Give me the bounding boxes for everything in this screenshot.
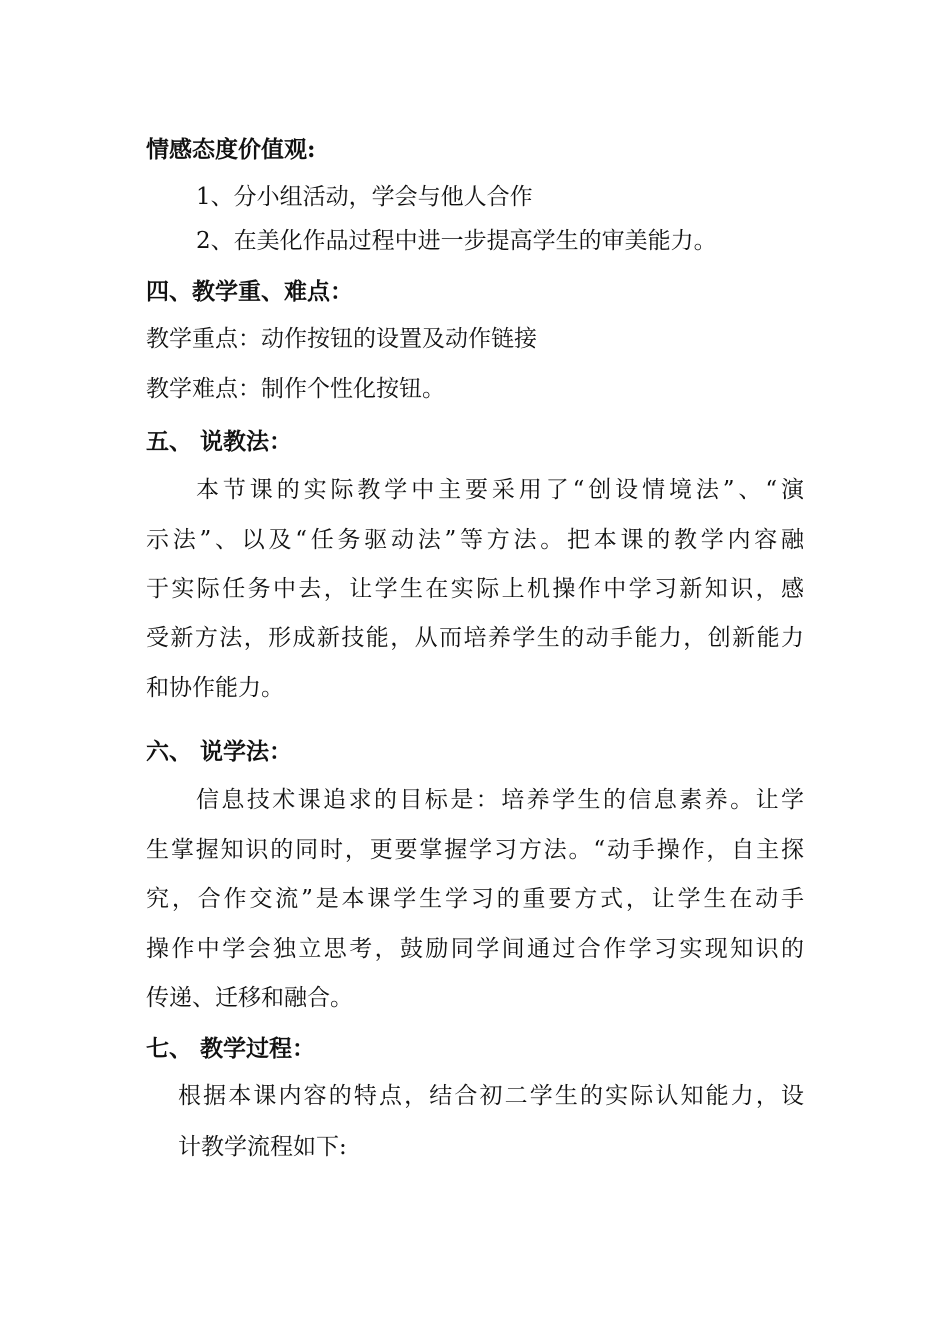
paragraph-line: 生掌握知识的同时，更要掌握学习方法。“动手操作，自主探 [146, 837, 804, 863]
paragraph-line: 教学难点：制作个性化按钮。 [146, 376, 445, 402]
paragraph-line: 本节课的实际教学中主要采用了“创设情境法”、“演 [196, 477, 804, 503]
paragraph-line: 示法”、以及“任务驱动法”等方法。把本课的教学内容融 [146, 527, 804, 553]
list-item: 2、在美化作品过程中进一步提高学生的审美能力。 [196, 228, 717, 254]
list-item: 1、分小组活动，学会与他人合作 [196, 184, 533, 210]
paragraph-line: 操作中学会独立思考，鼓励同学间通过合作学习实现知识的 [146, 936, 804, 962]
paragraph-line: 教学重点：动作按钮的设置及动作链接 [146, 326, 537, 352]
paragraph-line: 受新方法，形成新技能，从而培养学生的动手能力，创新能力 [146, 625, 804, 651]
paragraph-line: 于实际任务中去，让学生在实际上机操作中学习新知识，感 [146, 576, 804, 602]
paragraph-line: 究，合作交流”是本课学生学习的重要方式，让学生在动手 [146, 886, 804, 912]
heading-teaching-process: 七、 教学过程： [146, 1035, 316, 1062]
paragraph-line: 和协作能力。 [146, 675, 284, 701]
heading-learning-method: 六、 说学法： [146, 738, 293, 765]
heading-teaching-method: 五、 说教法： [146, 428, 293, 455]
paragraph-line: 根据本课内容的特点，结合初二学生的实际认知能力，设 [178, 1083, 804, 1109]
paragraph-line: 传递、迁移和融合。 [146, 985, 353, 1011]
heading-emotion-values: 情感态度价值观: [146, 136, 316, 163]
heading-key-points: 四、教学重、难点： [146, 278, 353, 305]
paragraph-line: 信息技术课追求的目标是：培养学生的信息素养。让学 [196, 787, 804, 813]
paragraph-line: 计教学流程如下: [178, 1134, 347, 1160]
